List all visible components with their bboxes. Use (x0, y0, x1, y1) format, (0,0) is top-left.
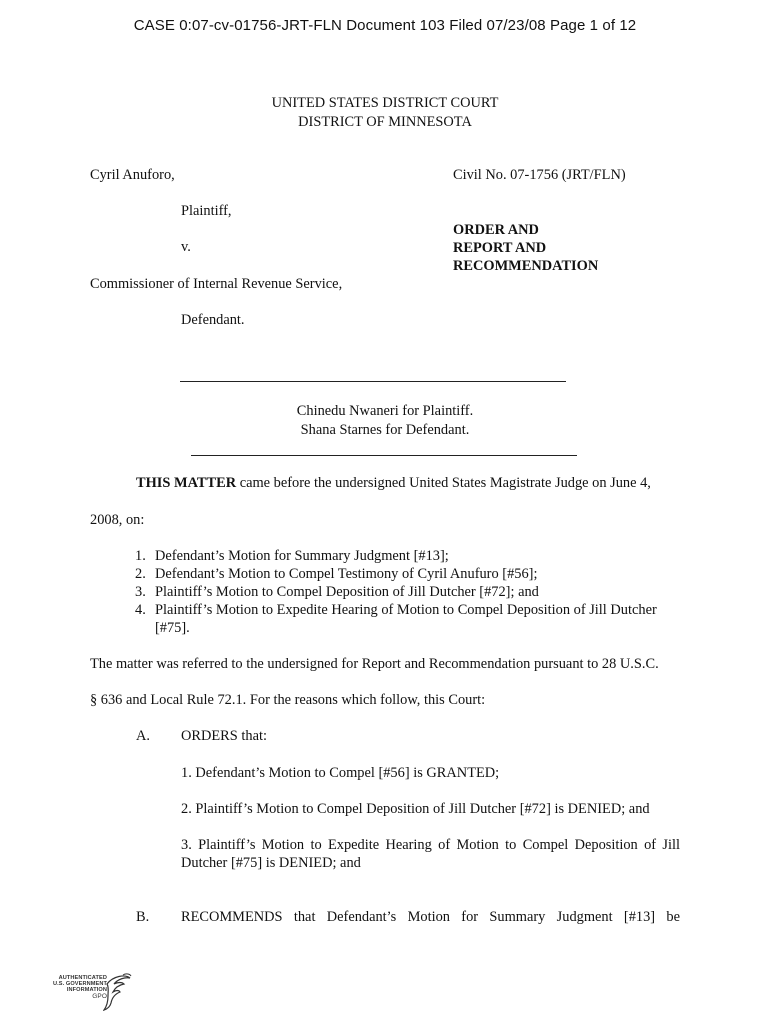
section-a-heading: ORDERS that: (181, 728, 267, 744)
defendant-role: Defendant. (181, 312, 245, 328)
document-title (453, 221, 598, 275)
section-b-letter: B. (136, 909, 150, 925)
civil-number: Civil No. 07-1756 (JRT/FLN) (453, 167, 626, 183)
intro-text: came before the undersigned United States Magistrate Judge on June 4, (236, 475, 651, 491)
document-title-line: REPORT AND (453, 240, 547, 256)
court-name: UNITED STATES DISTRICT COURT (271, 95, 499, 111)
gpo-logo-line: INFORMATION (66, 987, 107, 994)
document-title-line: RECOMMENDATION (453, 258, 599, 274)
list-text: Plaintiff’s Motion to Expedite Hearing of Motion to Compel Deposition of Jill Dutcher [#75]. (155, 602, 657, 636)
intro-continuation: 2008, on: (90, 512, 145, 528)
list-item (135, 547, 685, 565)
list-item (135, 565, 685, 583)
intro-line (136, 475, 651, 492)
section-a-letter: A. (136, 728, 150, 744)
document-title-line: ORDER AND (453, 222, 539, 238)
order-item: 1. Defendant’s Motion to Compel [#56] is GRANTED; (181, 765, 500, 781)
list-item (135, 601, 685, 637)
motions-list (135, 547, 685, 637)
divider-line (191, 455, 577, 456)
order-item: 2. Plaintiff’s Motion to Compel Deposition of Jill Dutcher [#72] is DENIED; and (181, 801, 650, 817)
plaintiff-role: Plaintiff, (181, 203, 232, 219)
list-text: Defendant’s Motion for Summary Judgment [#13]; (155, 548, 449, 564)
gpo-logo-line: AUTHENTICATED (58, 975, 107, 981)
plaintiff-counsel: Chinedu Nwaneri for Plaintiff. (296, 403, 474, 419)
referral-line: § 636 and Local Rule 72.1. For the reasons which follow, this Court: (90, 692, 486, 708)
referral-line: The matter was referred to the undersigned for Report and Recommendation pursuant to 28 U.S.C. (90, 656, 659, 672)
counsel-block (0, 402, 770, 440)
plaintiff-name: Cyril Anuforo, (90, 167, 175, 183)
versus-label: v. (181, 239, 191, 255)
list-text: Defendant’s Motion to Compel Testimony of Cyril Anufuro [#56]; (155, 566, 538, 582)
gpo-logo-line: U.S. GOVERNMENT (52, 981, 107, 988)
list-text: Plaintiff’s Motion to Compel Deposition of Jill Dutcher [#72]; and (155, 584, 539, 600)
order-item: 3. Plaintiff’s Motion to Expedite Hearing of Motion to Compel Deposition of Jill Dutcher [#75] is DENIED; and (181, 837, 680, 871)
list-number: 1. (135, 548, 146, 564)
gpo-authenticated-logo (45, 972, 131, 1016)
gpo-logo-text (45, 975, 107, 1000)
gpo-logo-line: GPO (92, 992, 107, 1000)
list-number: 3. (135, 584, 146, 600)
court-district: DISTRICT OF MINNESOTA (298, 114, 472, 130)
ecf-filing-header: CASE 0:07-cv-01756-JRT-FLN Document 103 Filed 07/23/08 Page 1 of 12 (133, 17, 637, 34)
eagle-icon (103, 972, 133, 1012)
list-number: 4. (135, 602, 146, 618)
divider-line (180, 381, 566, 382)
section-b-text: RECOMMENDS that Defendant’s Motion for Summary Judgment [#13] be (181, 909, 680, 925)
defendant-counsel: Shana Starnes for Defendant. (300, 422, 470, 438)
defendant-name: Commissioner of Internal Revenue Service, (90, 276, 343, 292)
court-heading (0, 94, 770, 132)
list-item (135, 583, 685, 601)
list-number: 2. (135, 566, 146, 582)
intro-bold: THIS MATTER (136, 475, 237, 491)
